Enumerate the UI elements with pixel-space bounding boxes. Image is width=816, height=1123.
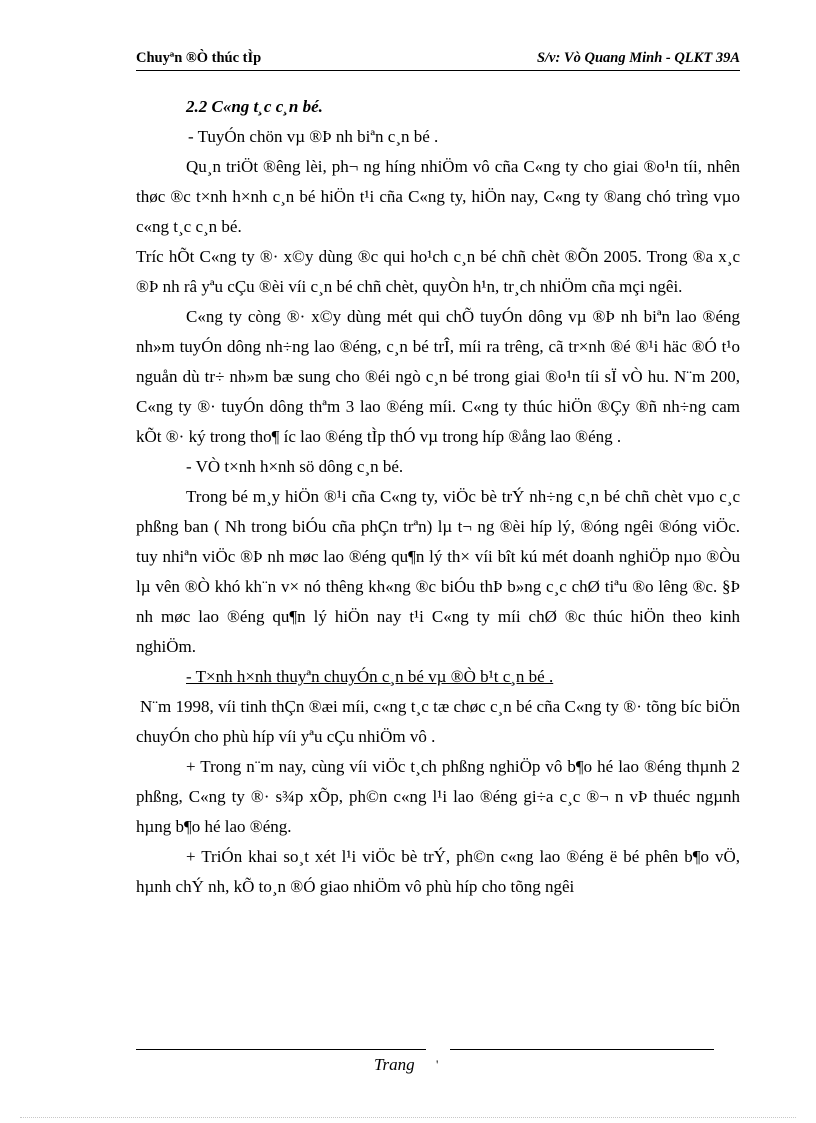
footer-rule-left — [136, 1049, 426, 1050]
footer-rule-right — [450, 1049, 714, 1050]
header-chapter-title: Chuyªn ®Ò thúc tÌp — [136, 50, 262, 66]
page-bottom-border — [20, 1117, 796, 1118]
paragraph-staff-usage: Trong bé m¸y hiÖn ®¹i cña C«ng ty, viÖc bè trÝ nh÷ng c¸n bé chñ chèt vµo c¸c phßng ban ( Nh trong biÓu cña phÇn trªn) lµ t¬ ng ®èi híp lý, ®óng ngêi ®óng viÖc. tuy nhiªn viÖc ®Þ nh møc lao ®éng qu¶n lý th× víi bît kú mét doanh nghiÖp nµo ®Òu lµ vên ®Ò khó kh¨n v× nó thêng kh«ng ®c biÓu thÞ b»ng c¸c chØ tiªu ®o lêng ®c. §Þ nh møc lao ®éng qu¶n lý hiÖn nay t¹i C«ng ty míi chØ ®c thúc hiÖn theo kinh nghiÖm. — [136, 487, 740, 656]
paragraph-planning: Tríc hÕt C«ng ty ®· x©y dùng ®c qui ho¹ch c¸n bé chñ chèt ®Õn 2005. Trong ®a x¸c ®Þ nh râ yªu cÇu ®èi víi c¸n bé chñ chèt, quyÒn h¹n, tr¸ch nhiÖm cña mçi ngêi. — [136, 247, 740, 296]
document-body — [136, 92, 740, 902]
paragraph-staff-usage-heading: - VÒ t×nh h×nh sö dông c¸n bé. — [186, 457, 404, 476]
paragraph-regulation: C«ng ty còng ®· x©y dùng mét qui chÕ tuyÓn dông vµ ®Þ nh biªn lao ®éng nh»m tuyÓn dông nh÷ng lao ®éng, c¸n bé trÎ, míi ra trêng, cã tr×nh ®é ®¹i häc ®Ó t¹o nguån dù tr÷ nh»m bæ sung cho ®éi ngò c¸n bé trong giai ®o¹n tíi sÏ vÒ hu. N¨m 200, C«ng ty ®· tuyÓn dông thªm 3 lao ®éng míi. C«ng ty thúc hiÖn ®Çy ®ñ nh÷ng cam kÕt ®· ký trong tho¶ íc lao ®éng tÌp thÓ vµ trong híp ®ång lao ®éng . — [136, 307, 740, 446]
section-title: 2.2 C«ng t¸c c¸n bé. — [186, 97, 323, 116]
paragraph-department-split: + Trong n¨m nay, cùng víi viÖc t¸ch phßng nghiÖp vô b¶o hé lao ®éng thµnh 2 phßng, C«ng ty ®· s¾p xÕp, ph©n c«ng l¹i lao ®éng gi÷a c¸c ®¬ n vÞ thuéc ngµnh hµng b¶o hé lao ®éng. — [136, 757, 740, 836]
page-label: Trang — [374, 1055, 415, 1074]
paragraph-recruitment: - TuyÓn chön vµ ®Þ nh biªn c¸n bé . — [188, 127, 439, 146]
page-number-mark: ' — [436, 1057, 439, 1072]
page-header — [136, 50, 740, 71]
header-author: S/v: Vò Quang Minh - QLKT 39A — [536, 50, 740, 66]
paragraph-policy: Qu¸n triÖt ®êng lèi, ph¬ ng híng nhiÖm vô cña C«ng ty cho giai ®o¹n tíi, nhên thøc ®c t×nh h×nh c¸n bé hiÖn t¹i cña C«ng ty, hiÖn nay, C«ng ty ®ang chó trìng vµo c«ng t¸c c¸n bé. — [136, 157, 740, 236]
paragraph-1998: N¨m 1998, víi tinh thÇn ®æi míi, c«ng t¸c tæ chøc c¸n bé cña C«ng ty ®· tõng bíc biÖn chuyÓn cho phù híp víi yªu cÇu nhiÖm vô . — [136, 697, 740, 746]
paragraph-review: + TriÓn khai so¸t xét l¹i viÖc bè trÝ, ph©n c«ng lao ®éng ë bé phên b¶o vÖ, hµnh chÝ nh, kÕ to¸n ®Ó giao nhiÖm vô phù híp cho tõng ngêi — [136, 847, 740, 896]
paragraph-transfer-heading: - T×nh h×nh thuyªn chuyÓn c¸n bé vµ ®Ò b¹t c¸n bé . — [186, 667, 554, 686]
